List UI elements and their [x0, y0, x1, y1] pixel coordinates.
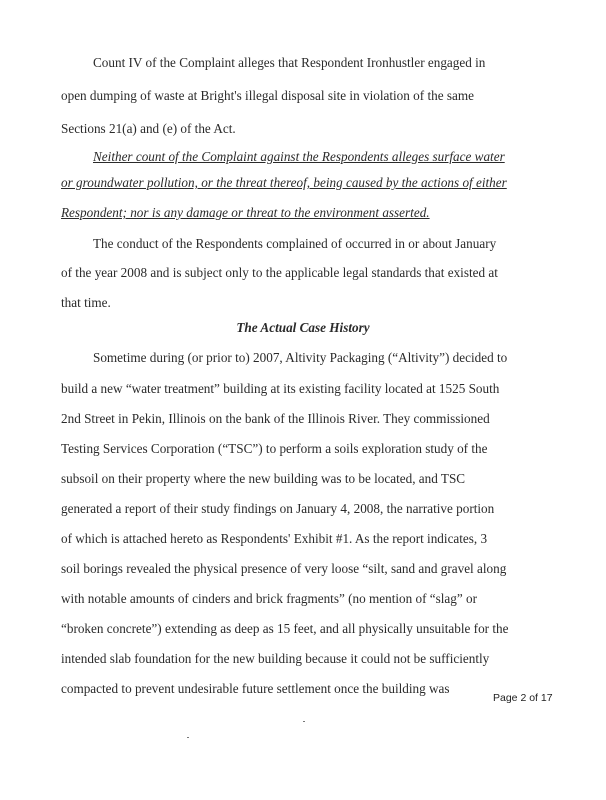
- text-line-20: “broken concrete”) extending as deep as 15 feet, and all physically unsuitable for the: [61, 621, 509, 636]
- text-line-7: The conduct of the Respondents complained of occurred in or about January: [93, 236, 497, 251]
- scan-speck: [187, 737, 189, 738]
- text-line-21: intended slab foundation for the new building because it could not be sufficiently: [61, 651, 490, 666]
- text-line-22: compacted to prevent undesirable future settlement once the building was: [61, 681, 450, 696]
- text-line-1: Count IV of the Complaint alleges that Respondent Ironhustler engaged in: [93, 55, 486, 70]
- text-line-15: subsoil on their property where the new building was to be located, and TSC: [61, 471, 466, 486]
- text-line-11: Sometime during (or prior to) 2007, Altivity Packaging (“Altivity”) decided to: [93, 350, 508, 365]
- text-line-13: 2nd Street in Pekin, Illinois on the bank of the Illinois River. They commissioned: [61, 411, 490, 426]
- text-line-18: soil borings revealed the physical presence of very loose “silt, sand and gravel along: [61, 561, 507, 576]
- text-line-19: with notable amounts of cinders and brick fragments” (no mention of “slag” or: [61, 591, 478, 606]
- text-line-9: that time.: [61, 295, 111, 310]
- section-heading: The Actual Case History: [236, 320, 370, 335]
- text-line-8: of the year 2008 and is subject only to the applicable legal standards that existed at: [61, 265, 498, 280]
- text-line-3: Sections 21(a) and (e) of the Act.: [61, 121, 236, 136]
- scan-speck: [303, 721, 305, 722]
- text-line-2: open dumping of waste at Bright's illegal disposal site in violation of the same: [61, 88, 474, 103]
- underlined-line-1: Neither count of the Complaint against the Respondents alleges surface water: [93, 149, 505, 164]
- text-line-12: build a new “water treatment” building at its existing facility located at 1525 South: [61, 381, 500, 396]
- text-line-16: generated a report of their study findings on January 4, 2008, the narrative portion: [61, 501, 495, 516]
- underlined-line-2: or groundwater pollution, or the threat thereof, being caused by the actions of either: [61, 175, 507, 190]
- text-line-14: Testing Services Corporation (“TSC”) to perform a soils exploration study of the: [61, 441, 488, 456]
- text-line-17: of which is attached hereto as Respondents' Exhibit #1. As the report indicates, 3: [61, 531, 488, 546]
- underlined-line-3: Respondent; nor is any damage or threat to the environment asserted.: [61, 205, 430, 220]
- page-number: Page 2 of 17: [493, 692, 553, 704]
